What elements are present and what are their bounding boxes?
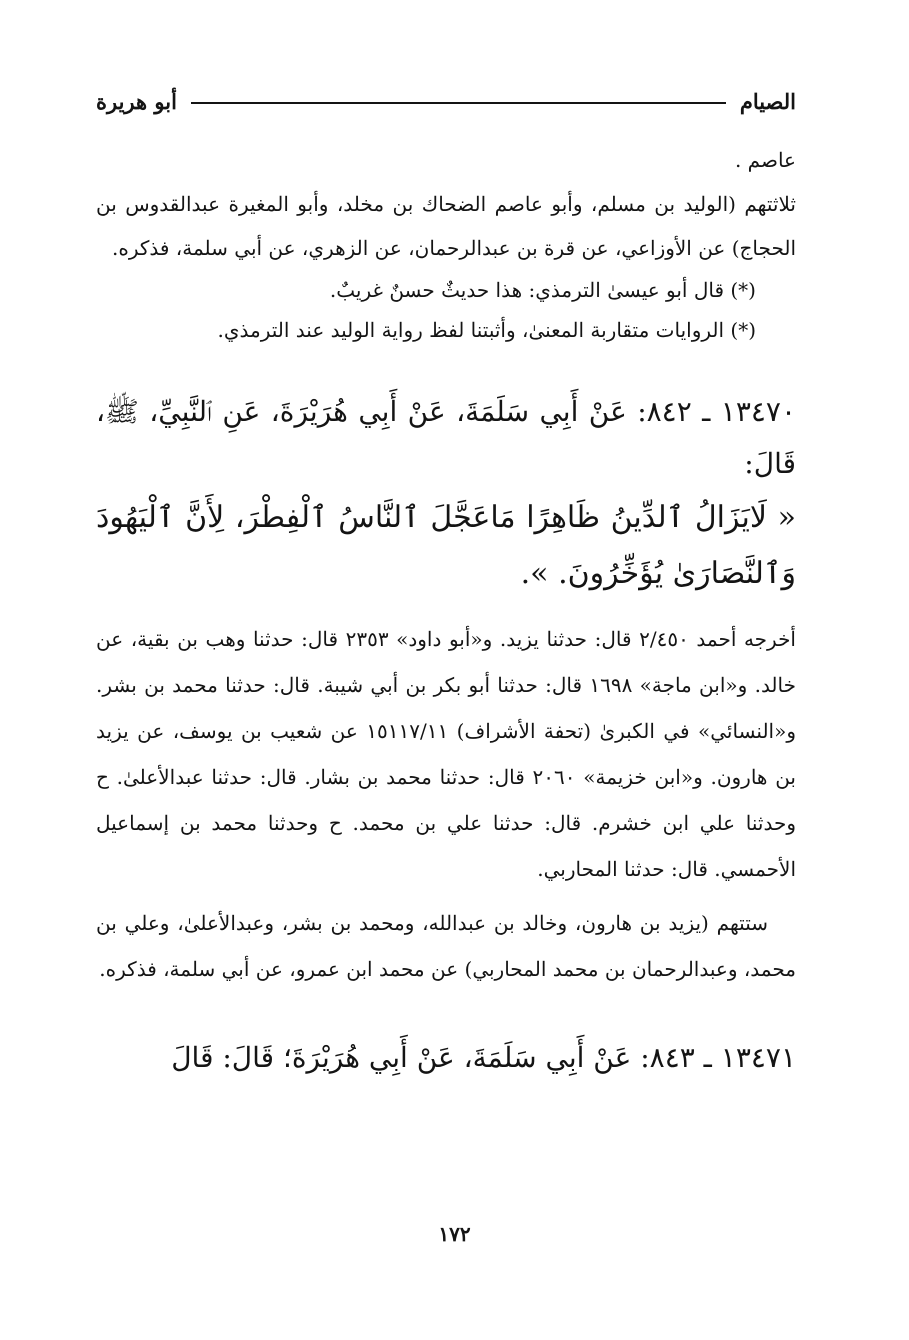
header-rule: [191, 102, 726, 104]
header-narrator-name: أبو هريرة: [96, 89, 177, 114]
continuation-line: عاصم .: [734, 148, 796, 172]
running-header: [96, 80, 796, 114]
hadith-entry: [96, 386, 796, 602]
page-number: ١٧٢: [438, 1222, 471, 1246]
takhrij-summary-paragraph: ستتهم (يزيد بن هارون، وخالد بن عبدالله، ومحمد بن بشر، وعبدالأعلىٰ، وعلي بن محمد، وعبدالرحمان بن محمد المحاربي) عن محمد ابن عمرو، عن أبي سلمة، فذكره.: [96, 911, 796, 981]
takhrij-paragraph: أخرجه أحمد ٢/٤٥٠ قال: حدثنا يزيد. و«أبو داود» ٢٣٥٣ قال: حدثنا وهب بن بقية، عن خالد. و«ابن ماجة» ١٦٩٨ قال: حدثنا أبو بكر بن أبي شيبة. قال: حدثنا محمد بن بشر. و«النسائي» في الكبرىٰ (تحفة الأشراف) ١٥١١٧/١١ عن شعيب بن يوسف، عن يزيد بن هارون. و«ابن خزيمة» ٢٠٦٠ قال: حدثنا محمد بن بشار. قال: حدثنا عبدالأعلىٰ. ح وحدثنا علي ابن خشرم. قال: حدثنا علي بن محمد. ح وحدثنا محمد بن إسماعيل الأحمسي. قال: حدثنا المحاربي.: [96, 627, 797, 881]
tirmidhi-grading-note: (*) قال أبو عيسىٰ الترمذي: هذا حديثٌ حسنٌ غريبٌ.: [329, 278, 756, 302]
hadith-heading: ١٣٤٧٠ ـ ٨٤٢: عَنْ أَبِي سَلَمَةَ، عَنْ أَبِي هُرَيْرَةَ، عَنِ ٱلنَّبِيِّ، ﷺ، قَالَ:: [96, 395, 796, 480]
next-hadith-heading: ١٣٤٧١ ـ ٨٤٣: عَنْ أَبِي سَلَمَةَ، عَنْ أَبِي هُرَيْرَةَ؛ قَالَ: قَالَ: [171, 1041, 796, 1074]
hadith-text: « لَايَزَالُ ٱلدِّينُ ظَاهِرًا مَاعَجَّلَ ٱلنَّاسُ ٱلْفِطْرَ، لِأَنَّ ٱلْيَهُودَ وَٱلنَّصَارَىٰ يُؤَخِّرُونَ. ».: [96, 500, 796, 591]
takhrij-section: [96, 616, 796, 992]
wording-note: (*) الروايات متقاربة المعنىٰ، وأثبتنا لفظ رواية الوليد عند الترمذي.: [217, 318, 756, 342]
header-chapter-title: الصيام: [739, 89, 796, 114]
book-page: [96, 80, 796, 1112]
chain-paragraph: ثلاثتهم (الوليد بن مسلم، وأبو عاصم الضحاك بن مخلد، وأبو المغيرة عبدالقدوس بن الحجاج) عن الأوزاعي، عن قرة بن عبدالرحمان، عن الزهري، عن أبي سلمة، فذكره.: [96, 192, 796, 260]
